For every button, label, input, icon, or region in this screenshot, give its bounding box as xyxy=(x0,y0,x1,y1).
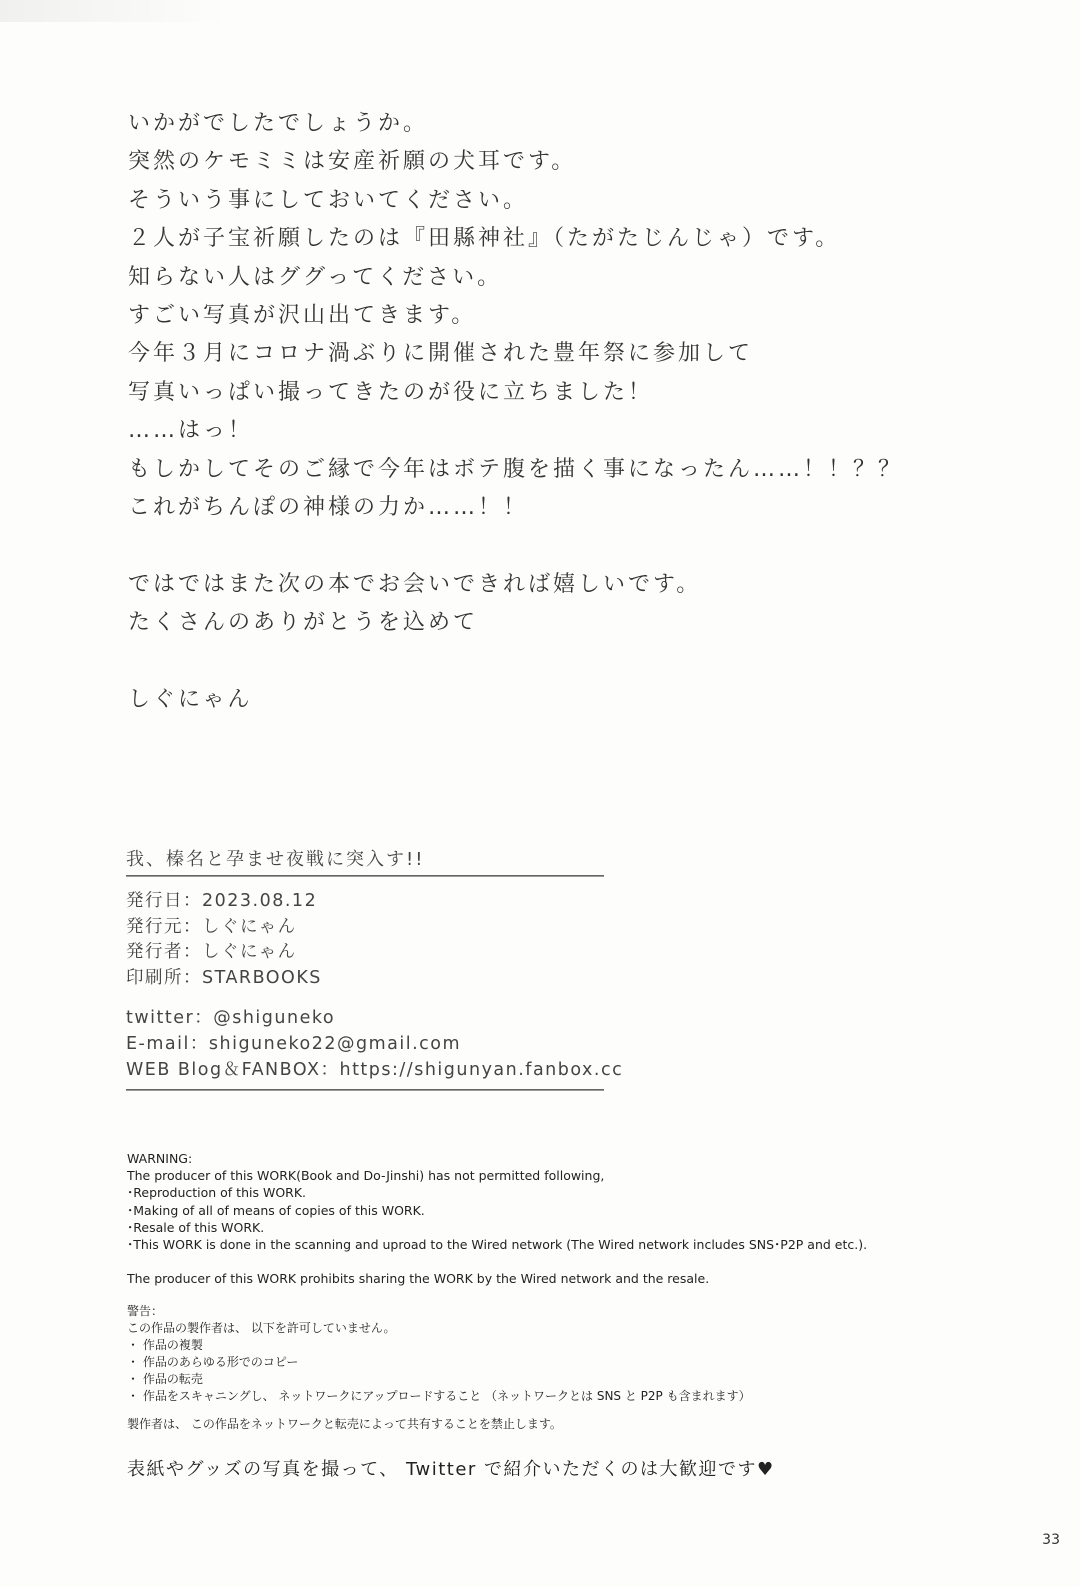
divider xyxy=(126,875,604,877)
warning-line: ･Reproduction of this WORK. xyxy=(127,1185,307,1201)
warning-line: ･This WORK is done in the scanning and uproad to the Wired network (The Wired network includes SNS･P2P and etc.). xyxy=(127,1236,868,1252)
printer: 印刷所：STARBOOKS xyxy=(126,967,322,988)
message-line: もしかしてそのご縁で今年はボテ腹を描く事になったん……！！？？ xyxy=(128,456,904,482)
closing-note xyxy=(127,1456,775,1484)
warning-line: The producer of this WORK(Book and Do-Jinshi) has not permitted following, xyxy=(127,1168,605,1184)
blog-link: WEB Blog＆FANBOX：https://shigunyan.fanbox.cc xyxy=(126,1059,624,1080)
spacer xyxy=(127,1253,927,1270)
message-line: ２人が子宝祈願したのは『田縣神社』（たがたじんじゃ）です。 xyxy=(128,226,841,252)
book-title: 我、榛名と孕ませ夜戦に突入す!! xyxy=(126,849,425,870)
message-line: 知らない人はググってください。 xyxy=(128,264,503,290)
page-number: 33 xyxy=(1042,1532,1060,1548)
warning-line: The producer of this WORK prohibits sharing the WORK by the Wired network and the resale. xyxy=(127,1271,710,1287)
spacer xyxy=(127,1405,927,1416)
message-line: これがちんぽの神様の力か……！！ xyxy=(128,494,529,520)
message-line: 今年３月にコロナ渦ぶりに開催された豊年祭に参加して xyxy=(128,341,754,367)
warning-line: ･Making of all of means of copies of this WORK. xyxy=(127,1202,425,1218)
message-line: たくさんのありがとうを込めて xyxy=(128,610,479,636)
publish-date: 発行日：2023.08.12 xyxy=(126,891,318,911)
warning-line: この作品の製作者は、 以下を許可していません。 xyxy=(127,1321,396,1335)
english-warning xyxy=(127,1150,927,1287)
closing-text: 表紙やグッズの写真を撮って、 Twitter で紹介いただくのは大歓迎です xyxy=(127,1459,758,1480)
publication-info xyxy=(126,889,606,991)
twitter-handle: twitter：@shiguneko xyxy=(126,1008,336,1029)
publisher: 発行元：しぐにゃん xyxy=(126,916,297,937)
scan-artifact xyxy=(0,0,230,22)
message-line xyxy=(128,527,1028,565)
message-line: 突然のケモミミは安産祈願の犬耳です。 xyxy=(128,149,577,175)
email-address: E-mail：shiguneko22@gmail.com xyxy=(126,1033,462,1054)
author-signature: しぐにゃん xyxy=(128,686,253,712)
colophon xyxy=(126,845,624,1091)
warning-line: 製作者は、 この作品をネットワークと転売によって共有することを禁止します。 xyxy=(127,1417,562,1431)
warning-line: WARNING: xyxy=(127,1151,193,1166)
message-line: そういう事にしておいてください。 xyxy=(128,187,529,213)
afterword-message xyxy=(128,105,1028,719)
message-line: いかがでしたでしょうか。 xyxy=(128,111,429,136)
message-line: 写真いっぱい撮ってきたのが役に立ちました！ xyxy=(128,379,654,405)
warning-line: ･Resale of this WORK. xyxy=(127,1219,265,1235)
divider xyxy=(126,1089,604,1091)
warning-line: ・ 作品のあらゆる形でのコピー xyxy=(127,1355,299,1369)
warning-line: ・ 作品の転売 xyxy=(127,1372,203,1386)
issuer: 発行者：しぐにゃん xyxy=(126,942,297,963)
warning-line: ・ 作品の複製 xyxy=(127,1338,203,1352)
warning-line: ・ 作品をスキャニングし、 ネットワークにアップロードすること （ネットワークとは SNS と P2P も含まれます） xyxy=(127,1389,751,1403)
japanese-warning xyxy=(127,1303,927,1433)
heart-icon: ♥ xyxy=(757,1459,775,1480)
message-line: ではではまた次の本でお会いできれば嬉しいです。 xyxy=(128,571,702,597)
message-line xyxy=(128,642,1028,680)
warning-line: 警告： xyxy=(127,1304,164,1318)
message-line: ……はっ！ xyxy=(128,418,254,444)
contact-info xyxy=(126,1006,624,1083)
message-line: すごい写真が沢山出てきます。 xyxy=(128,302,477,328)
